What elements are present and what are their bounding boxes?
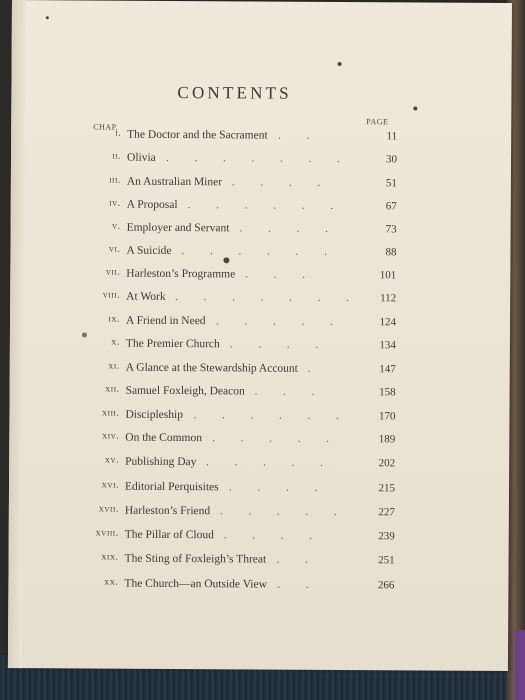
chapter-title: The Premier Church — [125, 337, 220, 351]
chapter-number: xvi. — [101, 480, 120, 491]
chapter-number: xi. — [108, 361, 120, 372]
chapter-number: xii. — [105, 384, 120, 395]
chapter-number: ix. — [108, 314, 121, 325]
leader-dots: . . — [276, 553, 310, 566]
leader-dots: . . . . . . — [187, 199, 336, 212]
toc-entry — [69, 408, 399, 426]
page-column-header: PAGE — [366, 117, 389, 127]
page-number: 202 — [378, 457, 396, 470]
leader-dots: . . . . — [229, 338, 321, 351]
chapter-number: x. — [111, 337, 120, 348]
chapter-title: A Glance at the Stewardship Account — [125, 361, 298, 375]
leader-dots: . . . . — [228, 481, 320, 494]
leader-dots: . — [307, 362, 313, 375]
page-gutter — [8, 0, 26, 668]
leader-dots: . . . . — [223, 529, 315, 542]
toc-entry — [70, 384, 400, 402]
chapter-title: At Work — [126, 290, 166, 303]
page-number: 101 — [379, 269, 397, 282]
toc-entry — [70, 267, 400, 285]
leader-dots: . . . — [254, 385, 317, 398]
page-number: 170 — [378, 410, 396, 423]
leader-dots: . . — [278, 129, 312, 142]
page-number: 266 — [377, 579, 395, 592]
leader-dots: . . . . . — [206, 456, 325, 469]
toc-entry — [69, 455, 399, 473]
page-number: 88 — [385, 246, 397, 259]
page-number: 189 — [378, 433, 396, 446]
page-number: 147 — [379, 363, 396, 376]
toc-entry — [71, 175, 401, 193]
chapter-title: Discipleship — [125, 408, 184, 422]
chapter-column-header: CHAP. — [93, 122, 119, 132]
toc-entry — [71, 221, 401, 239]
chapter-title: Editorial Perquisites — [124, 480, 219, 494]
chapter-title: Harleston’s Programme — [126, 267, 236, 281]
leader-dots: . . . . — [231, 176, 323, 189]
leader-dots: . . . . . — [216, 315, 335, 328]
toc-entry — [70, 314, 400, 332]
toc-entry — [70, 337, 400, 355]
page-number: 215 — [378, 482, 396, 495]
page-number: 239 — [378, 530, 395, 543]
leader-dots: . . . . . — [212, 432, 332, 445]
toc-entry — [71, 151, 401, 169]
chapter-title: The Church—an Outside View — [124, 577, 267, 591]
leader-dots: . . . — [245, 268, 308, 281]
chapter-title: Publishing Day — [125, 455, 197, 469]
chapter-number: iv. — [109, 198, 121, 209]
toc-entry — [68, 577, 398, 595]
chapter-number: i. — [115, 128, 122, 139]
chapter-number: v. — [111, 221, 121, 232]
page-number: 124 — [379, 316, 397, 329]
chapter-number: xix. — [101, 552, 119, 563]
page-number: 30 — [385, 153, 398, 166]
chapter-title: Employer and Servant — [126, 221, 230, 235]
leader-dots: . . . . . . . — [175, 291, 351, 305]
chapter-number: iii. — [109, 175, 121, 186]
page-number: 67 — [385, 200, 397, 213]
contents-heading: CONTENTS — [177, 83, 292, 103]
chapter-title: A Suicide — [126, 244, 172, 257]
toc-entry — [69, 480, 399, 498]
chapter-title: Olivia — [127, 151, 156, 164]
page-number: 134 — [379, 339, 396, 352]
leader-dots: . . . . . . . — [166, 151, 342, 166]
leader-dots: . . . . . — [219, 505, 339, 519]
toc-entry — [71, 128, 401, 146]
page-speck — [338, 62, 342, 66]
chapter-number: vi. — [108, 244, 121, 255]
toc-entry — [71, 198, 401, 216]
chapter-title: On the Common — [125, 431, 203, 445]
purple-ribbon — [515, 630, 525, 700]
leader-dots: . . . . . . — [181, 245, 329, 258]
chapter-title: The Doctor and the Sacrament — [127, 128, 268, 142]
toc-entry — [69, 552, 399, 570]
page-number: 112 — [380, 292, 397, 305]
chapter-title: Samuel Foxleigh, Deacon — [125, 384, 245, 398]
page-number: 227 — [378, 506, 395, 519]
leader-dots: . . . . . . — [193, 409, 341, 423]
chapter-number: xv. — [104, 455, 120, 466]
chapter-number: ii. — [112, 151, 122, 162]
chapter-number: xx. — [104, 577, 119, 588]
page-speck — [46, 16, 49, 19]
page-speck — [413, 106, 417, 110]
leader-dots: . . . . — [239, 222, 330, 235]
toc-entry — [69, 431, 399, 449]
page-number: 51 — [385, 177, 397, 190]
toc-entry — [69, 528, 399, 546]
page-number: 158 — [379, 386, 396, 399]
chapter-title: The Pillar of Cloud — [124, 528, 214, 542]
page-number: 251 — [378, 554, 395, 567]
page-number: 73 — [385, 223, 397, 236]
chapter-title: A Proposal — [126, 198, 178, 212]
chapter-title: The Sting of Foxleigh’s Threat — [124, 552, 267, 566]
chapter-number: xiv. — [102, 431, 120, 442]
leader-dots: . . — [277, 578, 311, 591]
toc-entry — [70, 244, 400, 262]
book-page — [8, 0, 512, 671]
toc-entry — [70, 290, 400, 308]
chapter-number: xviii. — [95, 528, 119, 539]
page-number: 11 — [386, 130, 398, 143]
toc-entry — [70, 361, 400, 379]
chapter-number: viii. — [102, 290, 121, 301]
chapter-number: xiii. — [102, 408, 120, 419]
chapter-title: Harleston’s Friend — [124, 504, 211, 518]
chapter-title: An Australian Miner — [126, 175, 223, 189]
chapter-title: A Friend in Need — [126, 314, 206, 328]
toc-entry — [69, 504, 399, 522]
chapter-number: vii. — [105, 267, 121, 278]
chapter-number: xvii. — [98, 504, 119, 515]
